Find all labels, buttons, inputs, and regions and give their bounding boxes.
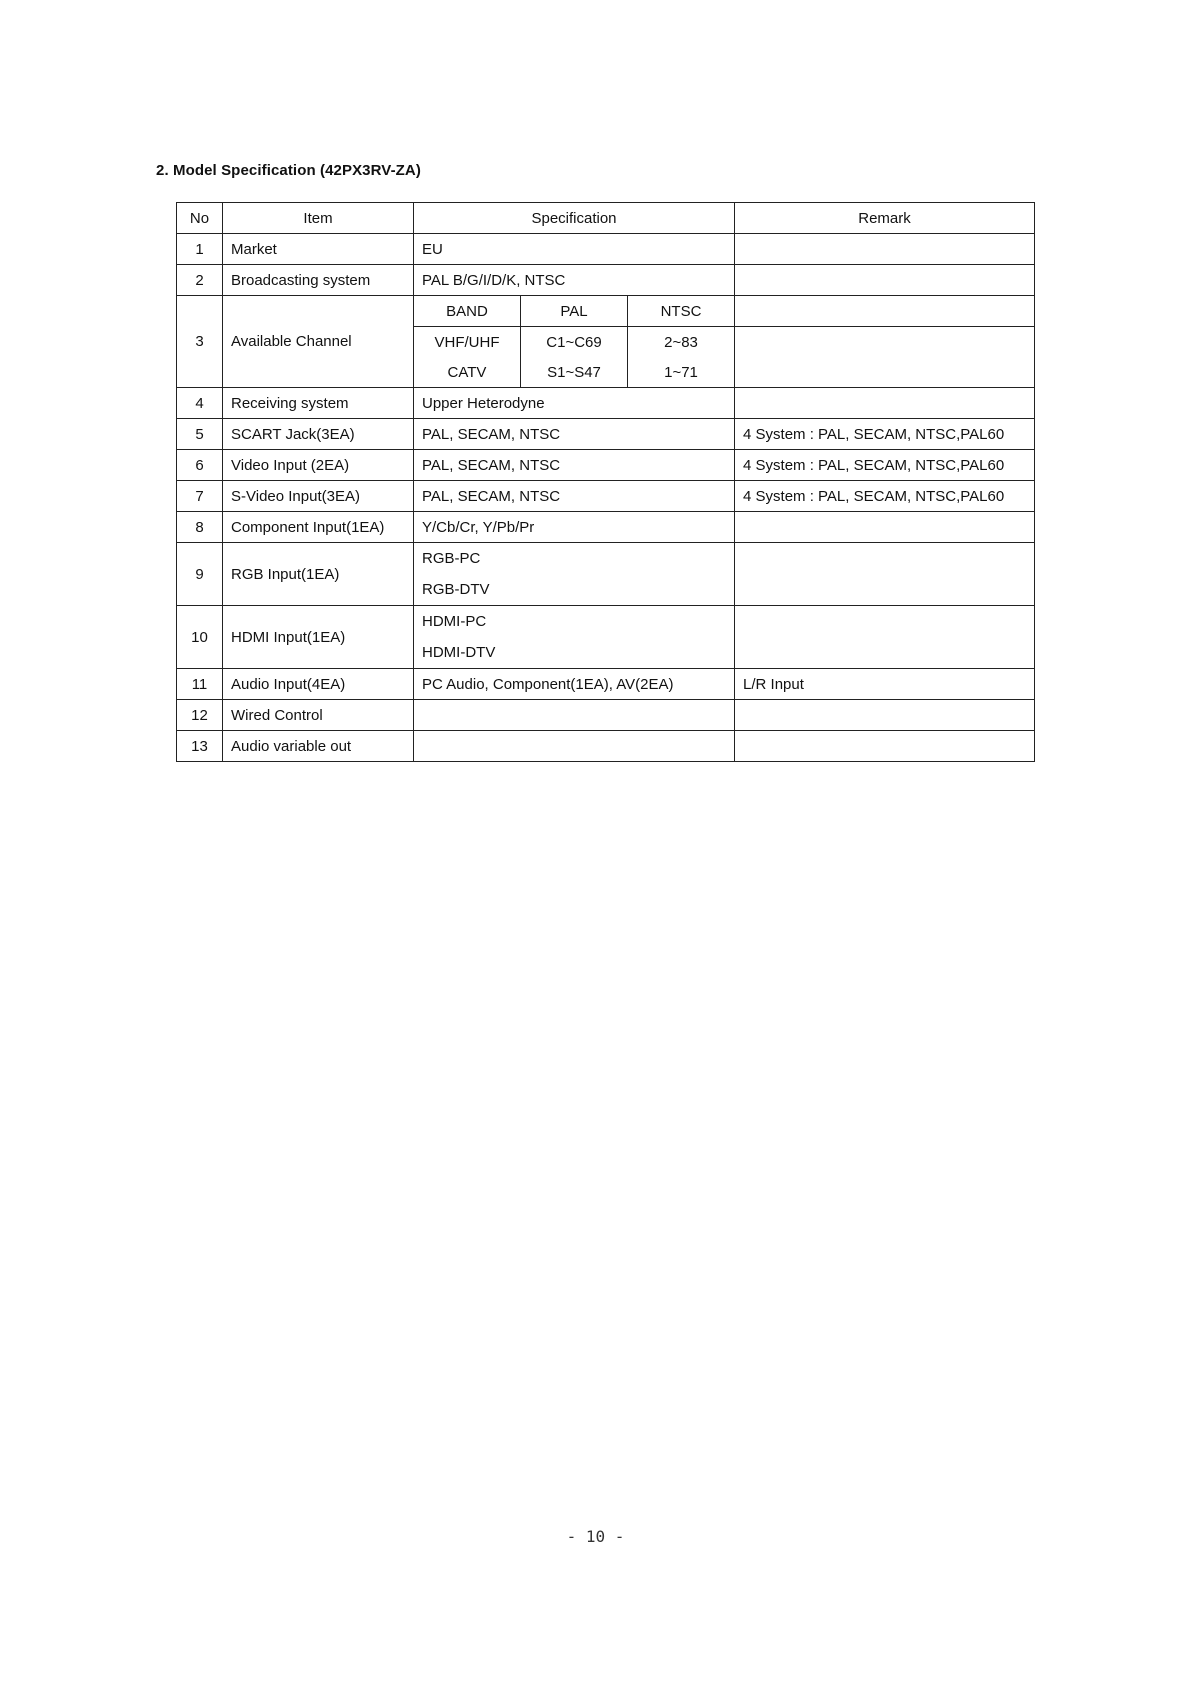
header-specification: Specification <box>414 203 735 234</box>
row-item: Available Channel <box>223 296 414 388</box>
header-item: Item <box>223 203 414 234</box>
row-no: 10 <box>177 606 223 669</box>
table-row <box>177 450 1035 481</box>
row-no: 12 <box>177 700 223 731</box>
row-remark <box>735 265 1035 296</box>
row-spec: EU <box>414 234 735 265</box>
row-remark <box>735 543 1035 606</box>
row-remark: 4 System : PAL, SECAM, NTSC,PAL60 <box>735 419 1035 450</box>
table-row <box>177 481 1035 512</box>
row-remark <box>735 606 1035 669</box>
row-spec <box>414 700 735 731</box>
row-remark <box>735 731 1035 762</box>
row-item: Broadcasting system <box>223 265 414 296</box>
channel-header-ntsc: NTSC <box>628 296 735 327</box>
section-heading: 2. Model Specification (42PX3RV-ZA) <box>156 162 421 179</box>
row-item: Component Input(1EA) <box>223 512 414 543</box>
table-row <box>177 296 1035 327</box>
row-spec: PAL B/G/I/D/K, NTSC <box>414 265 735 296</box>
table-row <box>177 234 1035 265</box>
table-header-row <box>177 203 1035 234</box>
row-spec <box>414 731 735 762</box>
row-item: SCART Jack(3EA) <box>223 419 414 450</box>
row-no: 13 <box>177 731 223 762</box>
row-spec: PAL, SECAM, NTSC <box>414 481 735 512</box>
table-row <box>177 265 1035 296</box>
row-item: Video Input (2EA) <box>223 450 414 481</box>
row-remark-blank <box>735 327 1035 388</box>
row-remark <box>735 700 1035 731</box>
row-item: S-Video Input(3EA) <box>223 481 414 512</box>
channel-pal: S1~S47 <box>521 357 628 388</box>
spec-line: RGB-DTV <box>422 581 490 598</box>
specification-table <box>176 202 1035 762</box>
row-remark <box>735 512 1035 543</box>
table-row <box>177 606 1035 669</box>
row-spec: PC Audio, Component(1EA), AV(2EA) <box>414 669 735 700</box>
row-spec: Y/Cb/Cr, Y/Pb/Pr <box>414 512 735 543</box>
header-no: No <box>177 203 223 234</box>
table-row <box>177 543 1035 606</box>
row-item: Market <box>223 234 414 265</box>
table-row <box>177 731 1035 762</box>
row-item: RGB Input(1EA) <box>223 543 414 606</box>
channel-header-pal: PAL <box>521 296 628 327</box>
row-no: 6 <box>177 450 223 481</box>
channel-band: CATV <box>414 357 521 388</box>
row-no: 4 <box>177 388 223 419</box>
spec-line: HDMI-PC <box>422 613 487 630</box>
row-no: 7 <box>177 481 223 512</box>
channel-header-band: BAND <box>414 296 521 327</box>
table-row <box>177 700 1035 731</box>
table-row <box>177 388 1035 419</box>
channel-pal: C1~C69 <box>521 327 628 358</box>
row-remark <box>735 388 1035 419</box>
spec-line: HDMI-DTV <box>422 644 496 661</box>
channel-ntsc: 2~83 <box>628 327 735 358</box>
row-remark <box>735 234 1035 265</box>
row-item: Audio variable out <box>223 731 414 762</box>
row-item: HDMI Input(1EA) <box>223 606 414 669</box>
row-no: 9 <box>177 543 223 606</box>
row-item: Receiving system <box>223 388 414 419</box>
row-remark <box>735 296 1035 327</box>
table-row <box>177 669 1035 700</box>
spec-line: RGB-PC <box>422 550 481 567</box>
row-no: 8 <box>177 512 223 543</box>
page-number: - 10 - <box>566 1527 625 1546</box>
row-no: 11 <box>177 669 223 700</box>
header-remark: Remark <box>735 203 1035 234</box>
row-no: 3 <box>177 296 223 388</box>
row-remark: 4 System : PAL, SECAM, NTSC,PAL60 <box>735 450 1035 481</box>
row-spec: PAL, SECAM, NTSC <box>414 450 735 481</box>
row-spec <box>414 543 735 606</box>
row-no: 2 <box>177 265 223 296</box>
row-spec: Upper Heterodyne <box>414 388 735 419</box>
row-item: Wired Control <box>223 700 414 731</box>
row-spec: PAL, SECAM, NTSC <box>414 419 735 450</box>
row-remark: L/R Input <box>735 669 1035 700</box>
row-remark: 4 System : PAL, SECAM, NTSC,PAL60 <box>735 481 1035 512</box>
channel-band: VHF/UHF <box>414 327 521 358</box>
table-row <box>177 512 1035 543</box>
table-row <box>177 419 1035 450</box>
row-no: 1 <box>177 234 223 265</box>
row-no: 5 <box>177 419 223 450</box>
row-item: Audio Input(4EA) <box>223 669 414 700</box>
row-spec <box>414 606 735 669</box>
channel-ntsc: 1~71 <box>628 357 735 388</box>
